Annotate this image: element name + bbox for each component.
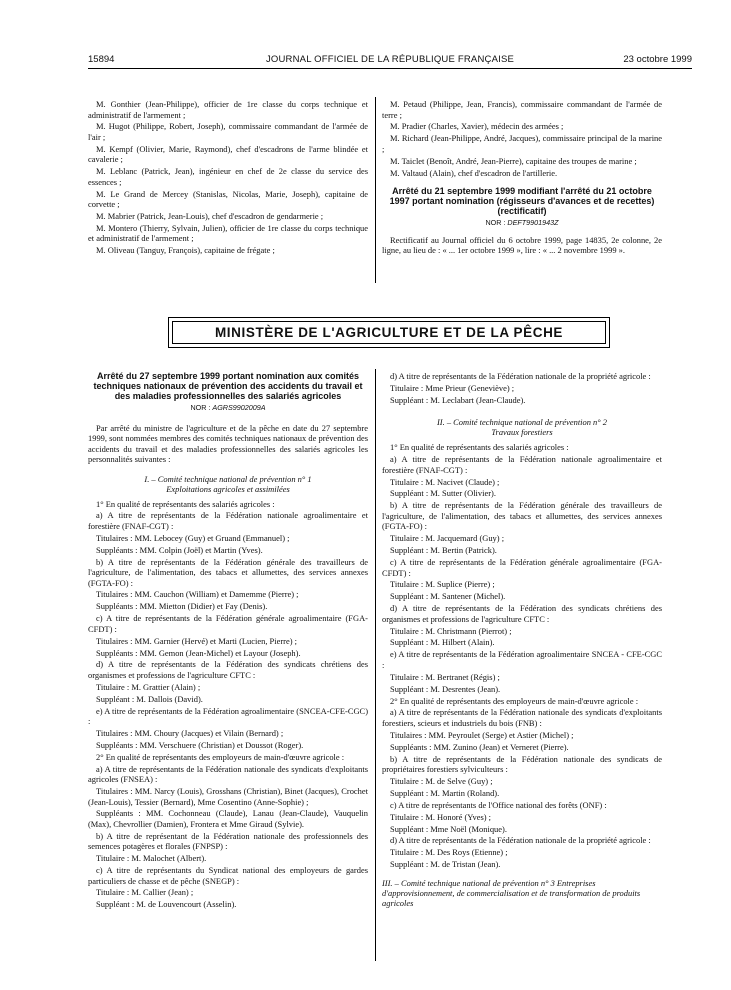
paragraph: Titulaire : M. Bertranet (Régis) ; bbox=[390, 671, 500, 682]
paragraph: Titulaires : MM. Cauchon (William) et Damemme (Pierre) ; bbox=[96, 589, 299, 600]
paragraph: Suppléants : MM. Gemon (Jean-Michel) et Layour (Joseph). bbox=[96, 647, 301, 658]
arrete-title: Arrêté du 21 septembre 1999 modifiant l'arrêté du 21 octobre 1997 portant nomination (régisseurs d'avances et de recettes) (rectificatif) bbox=[389, 186, 655, 217]
nor-code: DEFT9901943Z bbox=[507, 218, 559, 228]
paragraph: a) A titre de représentants de la Fédération nationale des syndicats d'exploitants forestiers, scieurs et industriels du bois (FNB) : bbox=[382, 707, 662, 728]
page-number: 15894 bbox=[88, 54, 115, 65]
section-title: I. – Comité technique national de prévention n° 1 bbox=[144, 473, 312, 484]
section-subtitle: Exploitations agricoles et assimilées bbox=[166, 483, 290, 494]
paragraph: e) A titre de représentants de la Fédération agroalimentaire SNCEA - CFE-CGC : bbox=[382, 649, 662, 670]
paragraph: d) A titre de représentants de la Fédération nationale de la propriété agricole : bbox=[390, 835, 651, 846]
paragraph: Titulaire : M. Callier (Jean) ; bbox=[96, 887, 194, 898]
paragraph: Titulaires : MM. Lebocey (Guy) et Gruand (Emmanuel) ; bbox=[96, 532, 290, 543]
top-right-column bbox=[382, 99, 662, 257]
paragraph: Titulaire : M. Grattier (Alain) ; bbox=[96, 681, 201, 692]
list-item: M. Taiclet (Benoît, André, Jean-Pierre), capitaine des troupes de marine ; bbox=[390, 155, 637, 166]
nor-code: AGRS9902009A bbox=[212, 403, 266, 412]
paragraph: d) A titre de représentants de la Fédération des syndicats chrétiens des organismes et professions de l'agriculture CFTC : bbox=[382, 603, 662, 624]
list-item: M. Oliveau (Tanguy, François), capitaine de frégate ; bbox=[96, 245, 275, 256]
section-title: II. – Comité technique national de prévention n° 2 bbox=[437, 417, 607, 428]
paragraph: Suppléants : MM. Zunino (Jean) et Verneret (Pierre). bbox=[390, 741, 569, 752]
paragraph: Suppléant : M. Hilbert (Alain). bbox=[390, 637, 495, 648]
paragraph: Titulaire : M. Malochet (Albert). bbox=[96, 853, 207, 864]
nor-reference bbox=[88, 403, 368, 414]
arrete-title: Arrêté du 27 septembre 1999 portant nomination aux comités techniques nationaux de prévention des accidents du travail et des maladies professionnelles des salariés agricoles bbox=[93, 371, 363, 401]
list-item: M. Leblanc (Patrick, Jean), ingénieur en chef de 2e classe du service des essences ; bbox=[88, 166, 368, 187]
paragraph: Titulaires : MM. Peyroulet (Serge) et Astier (Michel) ; bbox=[390, 729, 574, 740]
paragraph: Titulaires : MM. Narcy (Louis), Grosshans (Christian), Binet (Jacques), Crochet (Jean-Louis), Tessier (Bernard), Mme Cosentino (Anne-Sophie) ; bbox=[88, 786, 368, 807]
paragraph: Titulaire : M. Christmann (Pierrot) ; bbox=[390, 625, 512, 636]
paragraph: a) A titre de représentants de la Fédération nationale agroalimentaire et forestière (FNAF-CGT) : bbox=[382, 454, 662, 475]
paragraph: 1° En qualité de représentants des salariés agricoles : bbox=[390, 442, 569, 453]
paragraph: Titulaire : M. Nacivet (Claude) ; bbox=[390, 476, 500, 487]
paragraph: 2° En qualité de représentants des employeurs de main-d'œuvre agricole : bbox=[96, 751, 345, 762]
bottom-column-divider bbox=[375, 369, 376, 961]
paragraph: Titulaire : M. Des Roys (Etienne) ; bbox=[390, 847, 508, 858]
rectificatif-text: Rectificatif au Journal officiel du 6 octobre 1999, page 14835, 2e colonne, 2e ligne, au lieu de : « ... 1er octobre 1999 », lire : « ... 2 novembre 1999 ». bbox=[382, 234, 662, 256]
top-left-column bbox=[88, 99, 368, 257]
paragraph: Suppléant : M. Martin (Roland). bbox=[390, 787, 500, 798]
paragraph: Suppléant : M. Leclabart (Jean-Claude). bbox=[390, 394, 526, 405]
paragraph: Titulaire : M. Jacquemard (Guy) ; bbox=[390, 533, 505, 544]
paragraph: c) A titre de représentants de la Fédération générale agroalimentaire (FGA-CFDT) : bbox=[88, 613, 368, 634]
paragraph: e) A titre de représentants de la Fédération agroalimentaire (SNCEA-CFE-CGC) : bbox=[88, 705, 368, 727]
paragraph: Suppléant : M. de Tristan (Jean). bbox=[390, 859, 501, 870]
nor-reference bbox=[382, 218, 662, 229]
paragraph: a) A titre de représentants de la Fédération nationale agroalimentaire et forestière (FNAF-CGT) : bbox=[88, 510, 368, 531]
paragraph: 2° En qualité de représentants des employeurs de main-d'œuvre agricole : bbox=[390, 695, 639, 706]
left-column bbox=[88, 371, 368, 911]
paragraph: b) A titre de représentants de la Fédération générale des travailleurs de l'agriculture, de l'alimentation, des tabacs et allumettes, des services annexes (FGTA-FO) : bbox=[88, 556, 368, 588]
paragraph: Titulaire : Mme Prieur (Geneviève) ; bbox=[390, 382, 515, 393]
list-item: M. Hugot (Philippe, Robert, Joseph), commissaire commandant de l'armée de l'air ; bbox=[88, 121, 368, 142]
section-subtitle: Travaux forestiers bbox=[491, 427, 553, 438]
top-column-divider bbox=[375, 97, 376, 283]
paragraph: Suppléant : M. Santener (Michel). bbox=[390, 591, 506, 602]
paragraph: 1° En qualité de représentants des salariés agricoles : bbox=[96, 498, 275, 509]
paragraph: c) A titre de représentants de l'Office national des forêts (ONF) : bbox=[390, 799, 607, 810]
paragraph: c) A titre de représentants de la Fédération générale agroalimentaire (FGA-CFDT) : bbox=[382, 557, 662, 578]
journal-title: JOURNAL OFFICIEL DE LA RÉPUBLIQUE FRANÇAISE bbox=[265, 54, 515, 65]
paragraph: Suppléant : M. Bertin (Patrick). bbox=[390, 545, 497, 556]
paragraph: Suppléants : MM. Cochonneau (Claude), Lanau (Jean-Claude), Vauquelin (Max), Chevrollier (Damien), Frontera et Mme Giraud (Sylvie). bbox=[88, 808, 368, 829]
paragraph: Titulaire : M. de Selve (Guy) ; bbox=[390, 775, 493, 786]
paragraph: Suppléant : M. Sutter (Olivier). bbox=[390, 488, 496, 499]
paragraph: Titulaire : M. Honoré (Yves) ; bbox=[390, 811, 492, 822]
paragraph: Suppléants : MM. Verschuere (Christian) et Doussot (Roger). bbox=[96, 739, 304, 750]
page-header bbox=[88, 54, 692, 69]
paragraph: a) A titre de représentants de la Fédération nationale des syndicats d'exploitants agricoles (FNSEA) : bbox=[88, 763, 368, 785]
section-heading bbox=[382, 878, 662, 908]
paragraph: Suppléant : M. Desrentes (Jean). bbox=[390, 683, 501, 694]
paragraph: c) A titre de représentants du Syndicat national des employeurs de gardes particuliers de chasse et de pêche (SNEGP) : bbox=[88, 865, 368, 886]
paragraph: Suppléant : Mme Noël (Monique). bbox=[390, 823, 507, 834]
list-item: M. Mabrier (Patrick, Jean-Louis), chef d'escadron de gendarmerie ; bbox=[96, 210, 324, 221]
right-column bbox=[382, 371, 662, 913]
paragraph: b) A titre de représentants de la Fédération générale des travailleurs de l'agriculture, de l'alimentation, des tabacs et allumettes, des services annexes (FGTA-FO) : bbox=[382, 500, 662, 532]
ministry-title: MINISTÈRE DE L'AGRICULTURE ET DE LA PÊCHE bbox=[172, 321, 606, 344]
ministry-banner bbox=[168, 317, 610, 348]
issue-date: 23 octobre 1999 bbox=[623, 54, 692, 65]
nor-label: NOR : bbox=[485, 218, 508, 228]
paragraph: Titulaires : MM. Garnier (Hervé) et Marti (Lucien, Pierre) ; bbox=[96, 635, 297, 646]
list-item: M. Gonthier (Jean-Philippe), officier de 1re classe du corps technique et administratif de l'armement ; bbox=[88, 99, 368, 120]
section-title: III. – Comité technique national de prévention n° 3 Entreprises d'approvisionnement, de commercialisation et de transformation de produits agricoles bbox=[382, 877, 641, 908]
nor-label: NOR : bbox=[190, 403, 213, 412]
paragraph: b) A titre de représentant de la Fédération nationale des professionnels des semences potagères et florales (FNPSP) : bbox=[88, 830, 368, 852]
paragraph: Suppléants : MM. Mietton (Didier) et Fay (Denis). bbox=[96, 601, 268, 612]
intro-paragraph: Par arrêté du ministre de l'agriculture et de la pêche en date du 27 septembre 1999, sont nommées membres des comités techniques nationaux de prévention des accidents du travail et des maladies professionnelles des salariés agricoles les personnalités suivantes : bbox=[88, 422, 368, 464]
paragraph: b) A titre de représentants de la Fédération nationale des syndicats de propriétaires forestiers sylviculteurs : bbox=[382, 753, 662, 775]
list-item: M. Petaud (Philippe, Jean, Francis), commissaire commandant de l'armée de terre ; bbox=[382, 99, 662, 120]
list-item: M. Valtaud (Alain), chef d'escadron de l'artillerie. bbox=[390, 167, 558, 178]
paragraph: Titulaire : M. Suplice (Pierre) ; bbox=[390, 579, 495, 590]
paragraph: d) A titre de représentants de la Fédération des syndicats chrétiens des organismes et professions de l'agriculture CFTC : bbox=[88, 659, 368, 680]
list-item: M. Montero (Thierry, Sylvain, Julien), officier de 1re classe du corps technique et administratif de l'armement ; bbox=[88, 222, 368, 244]
paragraph: Suppléants : MM. Colpin (Joël) et Martin (Yves). bbox=[96, 544, 263, 555]
paragraph: Suppléant : M. de Louvencourt (Asselin). bbox=[96, 899, 237, 910]
list-item: M. Kempf (Olivier, Marie, Raymond), chef d'escadrons de l'arme blindée et cavalerie ; bbox=[88, 143, 368, 165]
list-item: M. Le Grand de Mercey (Stanislas, Nicolas, Marie, Joseph), capitaine de corvette ; bbox=[88, 188, 368, 210]
paragraph: Suppléant : M. Dallois (David). bbox=[96, 693, 203, 704]
list-item: M. Richard (Jean-Philippe, André, Jacques), commissaire principal de la marine ; bbox=[382, 133, 662, 154]
paragraph: Titulaires : MM. Choury (Jacques) et Vilain (Bernard) ; bbox=[96, 727, 284, 738]
section-heading bbox=[88, 474, 368, 494]
paragraph: d) A titre de représentants de la Fédération nationale de la propriété agricole : bbox=[390, 371, 651, 381]
section-heading bbox=[382, 417, 662, 437]
list-item: M. Pradier (Charles, Xavier), médecin des armées ; bbox=[390, 121, 564, 132]
